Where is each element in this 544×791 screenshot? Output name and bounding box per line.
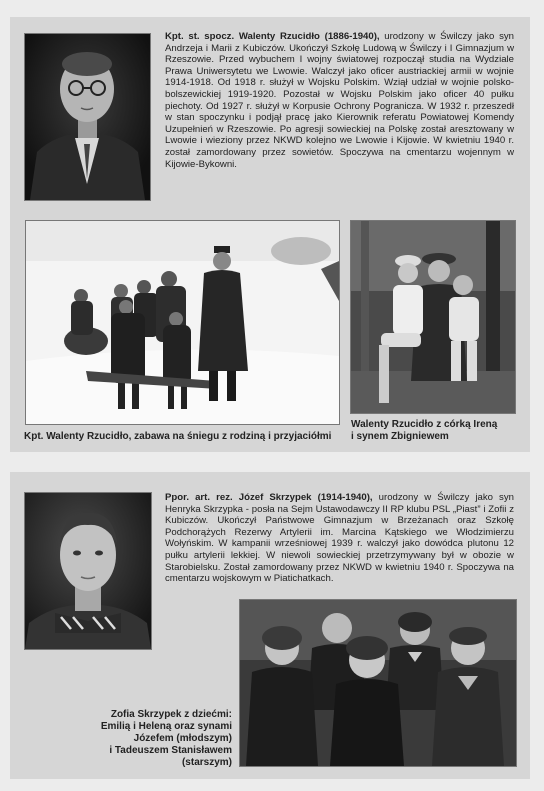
panel-jozef-skrzypek [10, 472, 530, 779]
bio-heading: Ppor. art. rez. Józef Skrzypek (1914-1940), [165, 492, 373, 503]
bio-jozef-skrzypek [165, 492, 514, 585]
portrait-walenty-rzucidlo [24, 33, 151, 201]
panel-walenty-rzucidlo [10, 17, 530, 452]
bio-heading: Kpt. st. spocz. Walenty Rzucidło (1886-1940), [165, 31, 380, 42]
caption-line4: i Tadeuszem Stanisławem [109, 745, 232, 756]
portrait-jozef-skrzypek [24, 492, 152, 650]
caption-line5: (starszym) [181, 757, 232, 768]
photo-snow-family [25, 220, 340, 425]
caption-line3: Józefem (młodszym) [133, 733, 232, 744]
bio-body: urodzony w Świlczy jako syn Andrzeja i Marii z Kubiczów. Ukończył Szkołę Ludową w Świlczy i I Gimnazjum w Rzeszowie. Przed wybuchem I wojny światowej rozpoczął studia na Wydziale Prawa Uniwersytetu we Lwowie. Walczył jako oficer austriackiej armii w wojnie 1914-1918. Od 1918 r. służył w Wojsku Polskim. Wziął udział w wojnie polsko-bolszewickiej 1919-1920. Pozostał w Wojsku Polskim jako oficer 40 pułku piechoty. Od 1927 r. służył w Korpusie Ochrony Pogranicza. W 1932 r. przeszedł w stan spoczynku i podjął pracę jako Kierownik referatu Powiatowej Komendy Uzupełnień w Rzeszowie. Po agresji sowieckiej na Polskę został aresztowany w Lwowie i wieziony przez NKWD kolejno we Lwowie i Kijowie. W kwietniu 1940 r. został zamordowany przez sowietów. Spoczywa na cmentarzu wojennym w Kijowie-Bykowni. [165, 31, 514, 170]
bio-walenty-rzucidlo [165, 31, 514, 170]
bio-body: urodzony w Świlczy jako syn Henryka Skrzypka - posła na Sejm Ustawodawczy II RP klubu PSL „Piast” i Zofii z Kubiczów. Ukończył Państwowe Gimnazjum w Brzeżanach oraz Szkołę Podchorążych Rezerwy Artylerii im. Marcina Kątskiego we Włodzimierzu Wołyńskim. W kampanii wrześniowej 1939 r. walczył jako dowódca plutonu 12 pułku artylerii lekkiej. W niewoli sowieckiej przetrzymywany był w obozie w Starobielsku. Został zamordowany przez NKWD w kwietniu 1940 r. Spoczywa na cmentarzu wojskowym w Piatichatkach. [165, 492, 514, 585]
caption-line1: Zofia Skrzypek z dziećmi: [110, 709, 232, 720]
caption-line2: Emilią i Heleną oraz synami [100, 721, 232, 732]
caption-family-photo [351, 419, 521, 443]
caption-family-line2: i synem Zbigniewem [351, 431, 449, 442]
caption-skrzypek-family [76, 709, 232, 769]
caption-family-line1: Walenty Rzucidło z córką Ireną [351, 419, 498, 430]
photo-walenty-with-children [350, 220, 516, 414]
caption-snow-photo: Kpt. Walenty Rzucidło, zabawa na śniegu z rodziną i przyjaciółmi [24, 431, 332, 442]
photo-skrzypek-family [239, 599, 517, 767]
